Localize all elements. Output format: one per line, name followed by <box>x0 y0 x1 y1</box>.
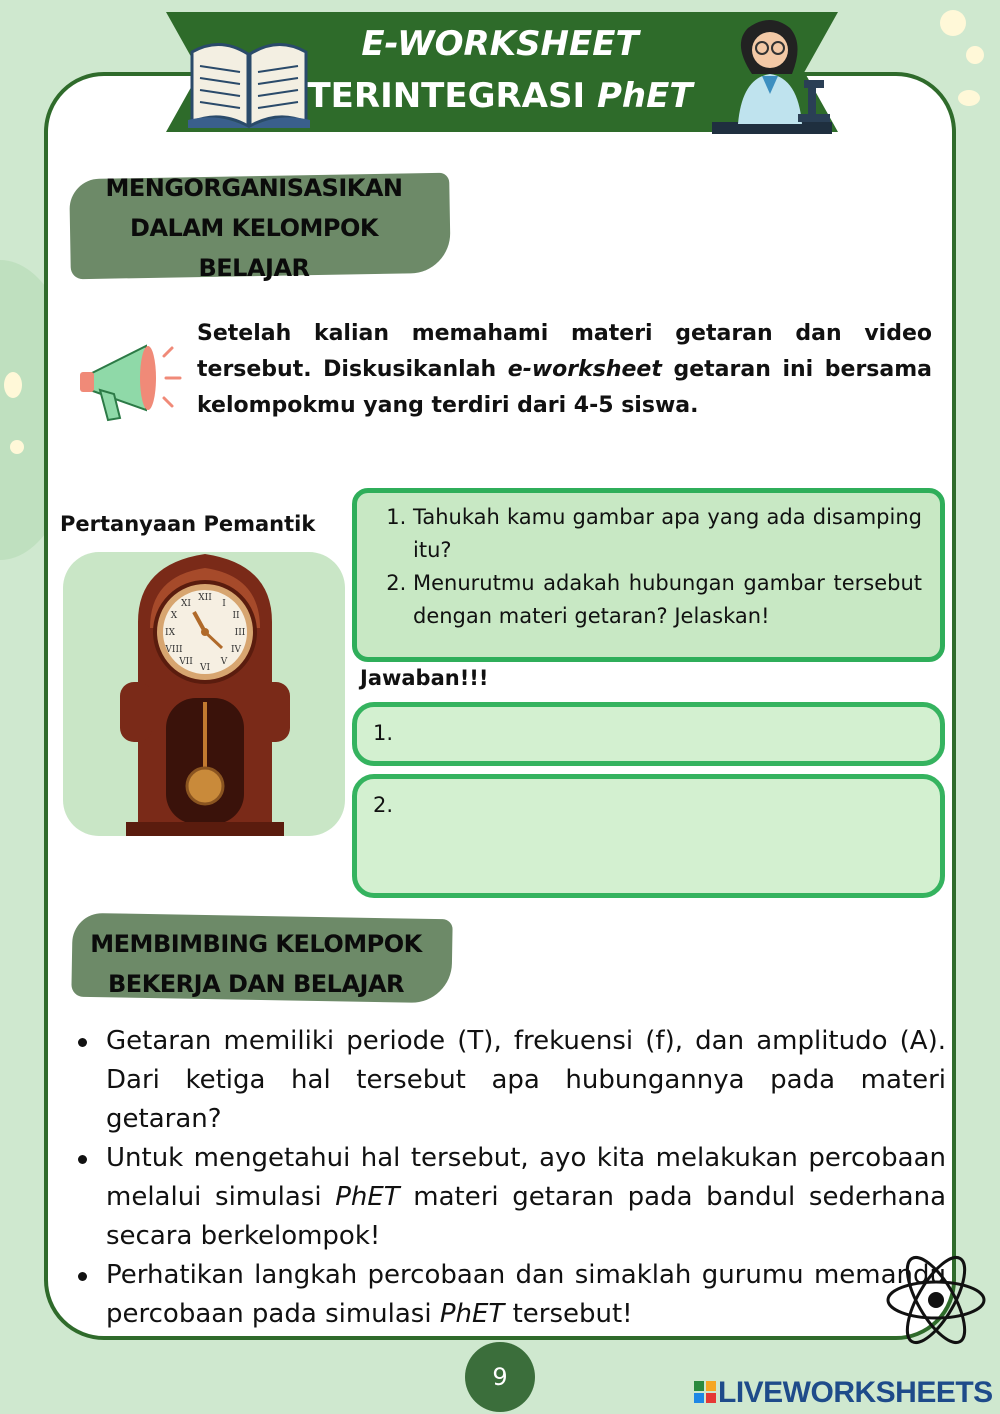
svg-text:VIII: VIII <box>165 645 183 655</box>
instruction-item <box>76 1256 946 1334</box>
svg-text:I: I <box>222 599 226 609</box>
intro-paragraph <box>197 316 932 424</box>
banner-title-line2 <box>0 76 1000 116</box>
background-dot <box>10 440 24 454</box>
instruction-list <box>76 1022 946 1334</box>
intro-text-end: getaran ini bersama kelompokmu yang terdiri dari 4-5 siswa. <box>197 357 932 418</box>
instruction-item <box>76 1022 946 1139</box>
svg-text:IX: IX <box>165 628 175 638</box>
banner-title-prefix: TERINTEGRASI <box>307 76 597 116</box>
banner-title-phet: PhET <box>596 76 693 116</box>
svg-text:X: X <box>170 611 178 621</box>
background-dot <box>4 372 22 398</box>
section1-heading-line: BELAJAR <box>198 254 310 282</box>
pemantik-label: Pertanyaan Pemantik <box>60 512 316 536</box>
svg-text:XII: XII <box>198 593 212 603</box>
intro-text-start: Setelah kalian memahami materi getaran dan video tersebut. Diskusikanlah <box>197 321 932 382</box>
liveworksheets-logo-icon <box>694 1381 716 1405</box>
instruction-em: PhET <box>335 1182 400 1212</box>
question-item: 1. Tahukah kamu gambar apa yang ada disamping itu? <box>413 501 922 567</box>
instruction-text: Untuk mengetahui hal tersebut, ayo kita melakukan percobaan melalui simulasi <box>106 1143 946 1212</box>
instruction-text-end: tersebut! <box>504 1299 633 1329</box>
svg-text:XI: XI <box>181 599 191 609</box>
page-number-badge: 9 <box>465 1342 535 1412</box>
svg-text:III: III <box>234 628 246 638</box>
instruction-item <box>76 1139 946 1256</box>
banner-title-line1: E-WORKSHEET <box>361 24 639 64</box>
grandfather-clock-icon <box>120 552 290 836</box>
section1-heading-line: MENGORGANISASIKAN <box>105 174 403 202</box>
instruction-text: Perhatikan langkah percobaan dan simaklah gurumu memandu percobaan pada simulasi <box>106 1260 946 1329</box>
liveworksheets-logo-text: LIVEWORKSHEETS <box>718 1376 993 1409</box>
svg-text:VII: VII <box>179 657 193 667</box>
answer-field-1[interactable]: 1. <box>352 702 945 766</box>
section2-heading-line: MEMBIMBING KELOMPOK <box>90 930 422 958</box>
section1-heading-line: DALAM KELOMPOK <box>130 214 378 242</box>
liveworksheets-logo[interactable] <box>694 1376 993 1410</box>
section2-heading-line: BEKERJA DAN BELAJAR <box>108 970 404 998</box>
section1-heading <box>84 168 424 288</box>
question-box <box>352 488 945 662</box>
answer-field-2[interactable]: 2. <box>352 774 945 898</box>
svg-text:V: V <box>220 657 228 667</box>
instruction-text: Getaran memiliki periode (T), frekuensi (f), dan amplitudo (A). Dari ketiga hal tersebut apa hubungannya pada materi getaran? <box>106 1026 946 1134</box>
intro-text-em: e-worksheet <box>507 357 662 382</box>
svg-text:IV: IV <box>230 645 242 655</box>
section2-heading <box>66 924 446 1004</box>
instruction-text-end: materi getaran pada bandul sederhana secara berkelompok! <box>106 1182 947 1251</box>
instruction-em: PhET <box>439 1299 505 1329</box>
atom-icon <box>884 1240 988 1360</box>
question-list <box>357 501 922 633</box>
svg-text:II: II <box>232 611 240 621</box>
question-item: 2. Menurutmu adakah hubungan gambar tersebut dengan materi getaran? Jelaskan! <box>413 567 922 633</box>
megaphone-icon <box>76 334 188 424</box>
svg-text:VI: VI <box>199 663 211 673</box>
answer-label: Jawaban!!! <box>360 666 489 690</box>
